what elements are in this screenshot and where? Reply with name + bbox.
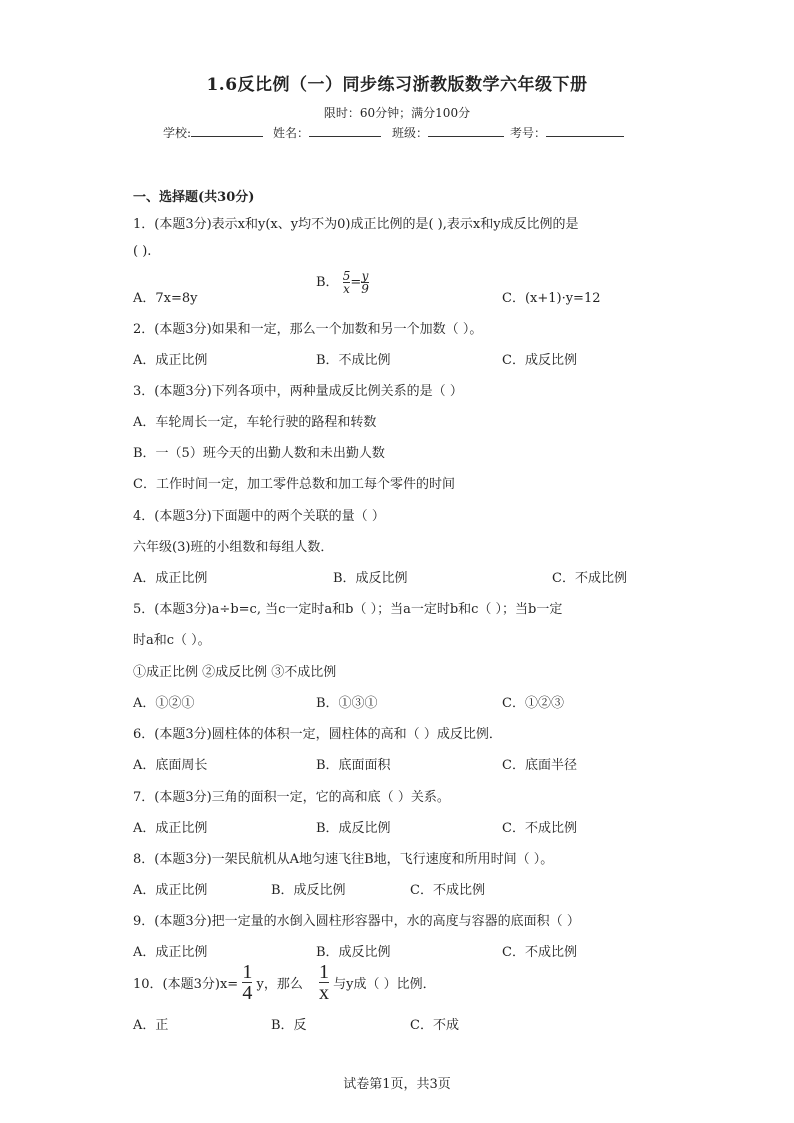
q9-stem: 9．(本题3分)把一定量的水倒入圆柱形容器中，水的高度与容器的底面积（ ） xyxy=(133,914,580,929)
q4-context: 六年级(3)班的小组数和每组人数． xyxy=(133,540,334,555)
name-blank[interactable] xyxy=(309,124,381,137)
q3-option-a[interactable]: A．车轮周长一定，车轮行驶的路程和转数 xyxy=(133,415,377,430)
q6-option-b[interactable]: B．底面面积 xyxy=(316,758,391,773)
q5-option-a[interactable]: A．①②① xyxy=(133,696,195,711)
time-limit-score: 限时：60分钟；满分100分 xyxy=(323,106,471,120)
school-label: 学校: xyxy=(163,126,192,140)
q6-stem: 6．(本题3分)圆柱体的体积一定，圆柱体的高和（ ）成反比例． xyxy=(133,727,502,742)
exam-number-field[interactable] xyxy=(510,124,624,141)
q2-option-b[interactable]: B．不成比例 xyxy=(316,353,391,368)
q1-option-c[interactable]: C．(x+1)·y=12 xyxy=(502,291,601,306)
q4-option-a[interactable]: A．成正比例 xyxy=(133,571,208,586)
q10-fraction-1-over-x: $\frac{1}{x}$ xyxy=(318,961,329,1004)
q8-stem: 8．(本题3分)一架民航机从A地匀速飞往B地，飞行速度和所用时间（ ）。 xyxy=(133,852,554,867)
q1-stem-line1: 1．(本题3分)表示x和y(x、y均不为0)成正比例的是( ),表示x和y成反比例的是 xyxy=(133,217,579,232)
q4-option-c[interactable]: C．不成比例 xyxy=(552,571,627,586)
page-number-footer: 试卷第1页，共3页 xyxy=(343,1077,451,1092)
exam-number-label: 考号： xyxy=(510,126,547,140)
q9-option-b[interactable]: B．成反比例 xyxy=(316,945,391,960)
exam-number-blank[interactable] xyxy=(546,124,624,137)
q3-option-c[interactable]: C．工作时间一定，加工零件总数和加工每个零件的时间 xyxy=(133,477,455,492)
name-label: 姓名： xyxy=(273,126,310,140)
q5-option-c[interactable]: C．①②③ xyxy=(502,696,564,711)
name-field[interactable] xyxy=(273,124,381,141)
q10-stem xyxy=(133,962,436,1003)
q5-choice-legend: ①成正比例 ②成反比例 ③不成比例 xyxy=(133,665,337,680)
q2-stem: 2．(本题3分)如果和一定，那么一个加数和另一个加数（ ）。 xyxy=(133,322,483,337)
q2-option-a[interactable]: A．成正比例 xyxy=(133,353,208,368)
q8-option-a[interactable]: A．成正比例 xyxy=(133,883,208,898)
q7-option-b[interactable]: B．成反比例 xyxy=(316,821,391,836)
class-label: 班级： xyxy=(392,126,429,140)
q10-option-a[interactable]: A．正 xyxy=(133,1018,169,1033)
q5-option-b[interactable]: B．①③① xyxy=(316,696,378,711)
q1-option-b[interactable]: B． $\frac{5}{x}$ = $\frac{y}{9}$ xyxy=(316,269,369,296)
q1-option-b-label: B． xyxy=(316,275,339,290)
q4-stem: 4．(本题3分)下面题中的两个关联的量（ ） xyxy=(133,509,385,524)
q5-stem-line1: 5．(本题3分)a÷b=c, 当c一定时a和b（ ）；当a一定时b和c（ ）；当b一定 xyxy=(133,602,563,617)
class-field[interactable] xyxy=(392,124,504,141)
school-field[interactable] xyxy=(163,124,263,141)
q7-option-a[interactable]: A．成正比例 xyxy=(133,821,208,836)
q1-fraction-5-over-x: $\frac{5}{x}$ xyxy=(342,269,351,296)
q6-option-c[interactable]: C．底面半径 xyxy=(502,758,577,773)
q10-suffix: 与y成（ ）比例． xyxy=(333,977,436,992)
q4-option-b[interactable]: B．成反比例 xyxy=(333,571,408,586)
class-blank[interactable] xyxy=(428,124,504,137)
q10-option-c[interactable]: C．不成 xyxy=(410,1018,459,1033)
q9-option-a[interactable]: A．成正比例 xyxy=(133,945,208,960)
q10-fraction-1-over-4: $\frac{1}{4}$ xyxy=(242,961,253,1004)
q10-option-b[interactable]: B．反 xyxy=(271,1018,307,1033)
q3-stem: 3．(本题3分)下列各项中，两种量成反比例关系的是（ ） xyxy=(133,384,463,399)
q7-stem: 7．(本题3分)三角的面积一定，它的高和底（ ）关系。 xyxy=(133,790,450,805)
q9-option-c[interactable]: C．不成比例 xyxy=(502,945,577,960)
page-title: 1.6反比例（一）同步练习浙教版数学六年级下册 xyxy=(206,75,588,95)
q2-option-c[interactable]: C．成反比例 xyxy=(502,353,577,368)
q8-option-b[interactable]: B．成反比例 xyxy=(271,883,346,898)
q10-mid: y，那么 xyxy=(256,977,303,992)
section-heading: 一、选择题(共30分) xyxy=(133,190,255,205)
q10-prefix: 10．(本题3分)x= xyxy=(133,977,239,992)
q1-stem-line2: ( ). xyxy=(133,244,152,259)
q3-option-b[interactable]: B．一（5）班今天的出勤人数和未出勤人数 xyxy=(133,446,385,461)
q5-stem-line2: 时a和c（ ）。 xyxy=(133,633,211,648)
school-blank[interactable] xyxy=(191,124,263,137)
q1-fraction-y-over-9: $\frac{y}{9}$ xyxy=(361,269,369,296)
q7-option-c[interactable]: C．不成比例 xyxy=(502,821,577,836)
q8-option-c[interactable]: C．不成比例 xyxy=(410,883,485,898)
q1-option-a[interactable]: A．7x=8y xyxy=(133,291,198,306)
q6-option-a[interactable]: A．底面周长 xyxy=(133,758,208,773)
